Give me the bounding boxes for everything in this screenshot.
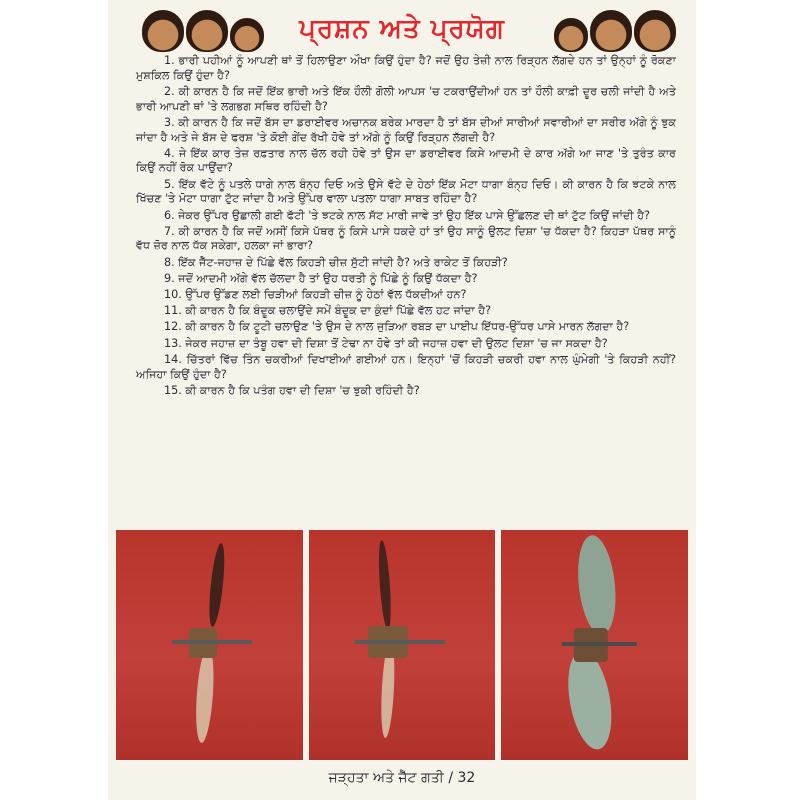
question-item: 9. ਜਦੋਂ ਆਦਮੀ ਅੱਗੇ ਵੱਲ ਚੱਲਦਾ ਹੈ ਤਾਂ ਉਹ ਧਰਤੀ ਨੂੰ ਪਿੱਛੇ ਨੂੰ ਕਿਉਂ ਧੱਕਦਾ ਹੈ? (164, 271, 478, 285)
pinwheel-photos (116, 530, 688, 760)
question-item: 11. ਕੀ ਕਾਰਨ ਹੈ ਕਿ ਬੰਦੂਕ ਚਲਾਉਂਦੇ ਸਮੇਂ ਬੰਦੂਕ ਦਾ ਕੁੰਦਾਂ ਪਿੱਛੇ ਵੱਲ ਹਟ ਜਾਂਦਾ ਹੈ? (164, 304, 492, 318)
question-list (136, 54, 676, 400)
question-item: 13. ਜੇਕਰ ਜਹਾਜ਼ ਦਾ ਤੰਬੂ ਹਵਾ ਦੀ ਦਿਸ਼ਾ ਤੋਂ ਟੇਢਾ ਨਾ ਹੋਵੇ ਤਾਂ ਕੀ ਜਹਾਜ਼ ਹਵਾ ਦੀ ਉਲਟ ਦਿਸ਼ਾ 'ਚ ਜਾ ਸਕਦਾ ਹੈ? (164, 336, 608, 350)
question-item: 2. ਕੀ ਕਾਰਨ ਹੈ ਕਿ ਜਦੋਂ ਇੱਕ ਭਾਰੀ ਅਤੇ ਇੱਕ ਹੌਲੀ ਗੋਲੀ ਆਪਸ 'ਚ ਟਕਰਾਉਂਦੀਆਂ ਹਨ ਤਾਂ ਹੌਲੀ ਕਾਫ਼ੀ ਦੂਰ ਚਲੀ ਜਾਂਦੀ ਹੈ ਅਤੇ ਭਾਰੀ ਆਪਣੀ ਥਾਂ 'ਤੇ ਲਗਭਗ ਸਥਿਰ ਰਹਿੰਦੀ ਹੈ? (136, 84, 676, 113)
question-item: 10. ਉੱਪਰ ਉੱਡਣ ਲਈ ਚਿੜੀਆਂ ਕਿਹੜੀ ਚੀਜ਼ ਨੂੰ ਹੇਠਾਂ ਵੱਲ ਧੱਕਦੀਆਂ ਹਨ? (164, 288, 467, 302)
question-item: 1. ਭਾਰੀ ਪਹੀਆਂ ਨੂੰ ਆਪਣੀ ਥਾਂ ਤੋਂ ਹਿਲਾਉਣਾ ਔਖਾ ਕਿਉਂ ਹੁੰਦਾ ਹੈ? ਜਦੋਂ ਉਹ ਤੇਜ਼ੀ ਨਾਲ ਰਿੜ੍ਹਨ ਲੱਗਦੇ ਹਨ ਤਾਂ ਉਨ੍ਹਾਂ ਨੂੰ ਰੋਕਣਾ ਮੁਸ਼ਕਿਲ ਕਿਉਂ ਹੁੰਦਾ ਹੈ? (136, 54, 676, 82)
question-item: 14. ਚਿੱਤਰਾਂ ਵਿੱਚ ਤਿੰਨ ਚਕਰੀਆਂ ਦਿਖਾਈਆਂ ਗਈਆਂ ਹਨ। ਇਨ੍ਹਾਂ 'ਚੋਂ ਕਿਹੜੀ ਚਕਰੀ ਹਵਾ ਨਾਲ ਘੁੰਮੇਗੀ 'ਤੇ ਕਿਹੜੀ ਨਹੀਂ? ਅਜਿਹਾ ਕਿਉਂ ਹੁੰਦਾ ਹੈ? (136, 352, 676, 381)
question-item: 12. ਕੀ ਕਾਰਨ ਹੈ ਕਿ ਟੂਟੀ ਚਲਾਉਣ 'ਤੇ ਉਸ ਦੇ ਨਾਲ ਜੁੜਿਆ ਰਬੜ ਦਾ ਪਾਈਪ ਇੱਧਰ-ਉੱਧਰ ਪਾਸੇ ਮਾਰਨ ਲੱਗਦਾ ਹੈ? (164, 320, 630, 334)
page-title: ਪ੍ਰਸ਼ਨ ਅਤੇ ਪ੍ਰਯੋਗ (299, 14, 505, 44)
question-item: 5. ਇੱਕ ਵੱਟੇ ਨੂੰ ਪਤਲੇ ਧਾਗੇ ਨਾਲ ਬੰਨ੍ਹ ਦਿਓ ਅਤੇ ਉਸੇ ਵੱਟੇ ਦੇ ਹੇਠਾਂ ਇੱਕ ਮੋਟਾ ਧਾਗਾ ਬੰਨ੍ਹ ਦਿਓ। ਕੀ ਕਾਰਨ ਹੈ ਕਿ ਝਟਕੇ ਨਾਲ ਖਿੱਚਣ 'ਤੇ ਮੋਟਾ ਧਾਗਾ ਟੁੱਟ ਜਾਂਦਾ ਹੈ ਅਤੇ ਉੱਪਰ ਵਾਲਾ ਪਤਲਾ ਧਾਗਾ ਸਾਬਤ ਰਹਿੰਦਾ ਹੈ? (136, 177, 676, 206)
boy-face-illustration (554, 18, 588, 52)
question-item: 6. ਜੇਕਰ ਉੱਪਰ ਉਛਾਲੀ ਗਈ ਫੱਟੀ 'ਤੇ ਝਟਕੇ ਨਾਲ ਸੱਟ ਮਾਰੀ ਜਾਵੇ ਤਾਂ ਉਹ ਇੱਕ ਪਾਸੇ ਉੱਛਲਣ ਦੀ ਥਾਂ ਟੁੱਟ ਕਿਉਂ ਜਾਂਦੀ ਹੈ? (164, 208, 650, 222)
girl-face-illustration (590, 10, 632, 52)
question-item: 8. ਇੱਕ ਜੈੱਟ-ਜਹਾਜ਼ ਦੇ ਪਿੱਛੇ ਵੱਲ ਕਿਹੜੀ ਚੀਜ਼ ਸੁੱਟੀ ਜਾਂਦੀ ਹੈ? ਅਤੇ ਰਾਕੇਟ ਤੋਂ ਕਿਹੜੀ? (164, 255, 508, 269)
page-footer: ਜੜ੍ਹਤਾ ਅਤੇ ਜੈੱਟ ਗਤੀ / 32 (328, 770, 476, 786)
pinwheel-photo-2 (309, 530, 496, 760)
page-header (108, 8, 696, 58)
book-page (108, 0, 696, 800)
pinwheel-angled-blades-illustration (309, 530, 496, 760)
header-illustration-right (554, 10, 676, 52)
question-item: 4. ਜੇ ਇੱਕ ਕਾਰ ਤੇਜ਼ ਰਫ਼ਤਾਰ ਨਾਲ ਚੱਲ ਰਹੀ ਹੋਵੇ ਤਾਂ ਉਸ ਦਾ ਡਰਾਈਵਰ ਕਿਸੇ ਆਦਮੀ ਦੇ ਕਾਰ ਅੱਗੇ ਆ ਜਾਣ 'ਤੇ ਤੁਰੰਤ ਕਾਰ ਕਿਉਂ ਨਹੀਂ ਰੋਕ ਪਾਉਂਦਾ? (136, 146, 676, 175)
question-item: 3. ਕੀ ਕਾਰਨ ਹੈ ਕਿ ਜਦੋਂ ਬੱਸ ਦਾ ਡਰਾਈਵਰ ਅਚਾਨਕ ਬਰੇਕ ਮਾਰਦਾ ਹੈ ਤਾਂ ਬੱਸ ਦੀਆਂ ਸਾਰੀਆਂ ਸਵਾਰੀਆਂ ਦਾ ਸਰੀਰ ਅੱਗੇ ਨੂੰ ਝੁਕ ਜਾਂਦਾ ਹੈ ਅਤੇ ਜੇ ਬੱਸ ਦੇ ਫਰਸ਼ 'ਤੇ ਕੋਈ ਗੇਂਦ ਰੱਖੀ ਹੋਵੇ ਤਾਂ ਅੱਗੇ ਨੂੰ ਕਿਉਂ ਰਿੜ੍ਹਨ ਲੱਗਦੀ ਹੈ? (136, 115, 676, 144)
girl-face-illustration (634, 10, 676, 52)
pinwheel-wide-blades-illustration (501, 530, 688, 760)
pinwheel-photo-3 (501, 530, 688, 760)
pinwheel-photo-1 (116, 530, 303, 760)
question-item: 15. ਕੀ ਕਾਰਨ ਹੈ ਕਿ ਪਤੰਗ ਹਵਾ ਦੀ ਦਿਸ਼ਾ 'ਚ ਝੁਕੀ ਰਹਿੰਦੀ ਹੈ? (164, 383, 420, 397)
question-item: 7. ਕੀ ਕਾਰਨ ਹੈ ਕਿ ਜਦੋਂ ਅਸੀਂ ਕਿਸੇ ਪੱਥਰ ਨੂੰ ਕਿਸੇ ਪਾਸੇ ਧਕਦੇ ਹਾਂ ਤਾਂ ਉਹ ਸਾਨੂੰ ਉਲਟ ਦਿਸ਼ਾ 'ਚ ਧੱਕਦਾ ਹੈ? ਕਿਹੜਾ ਪੱਥਰ ਸਾਨੂੰ ਵੱਧ ਜ਼ੋਰ ਨਾਲ ਧੱਕ ਸਕੇਗਾ, ਹਲਕਾ ਜਾਂ ਭਾਰਾ? (136, 224, 676, 253)
pinwheel-thin-blades-illustration (116, 530, 303, 760)
